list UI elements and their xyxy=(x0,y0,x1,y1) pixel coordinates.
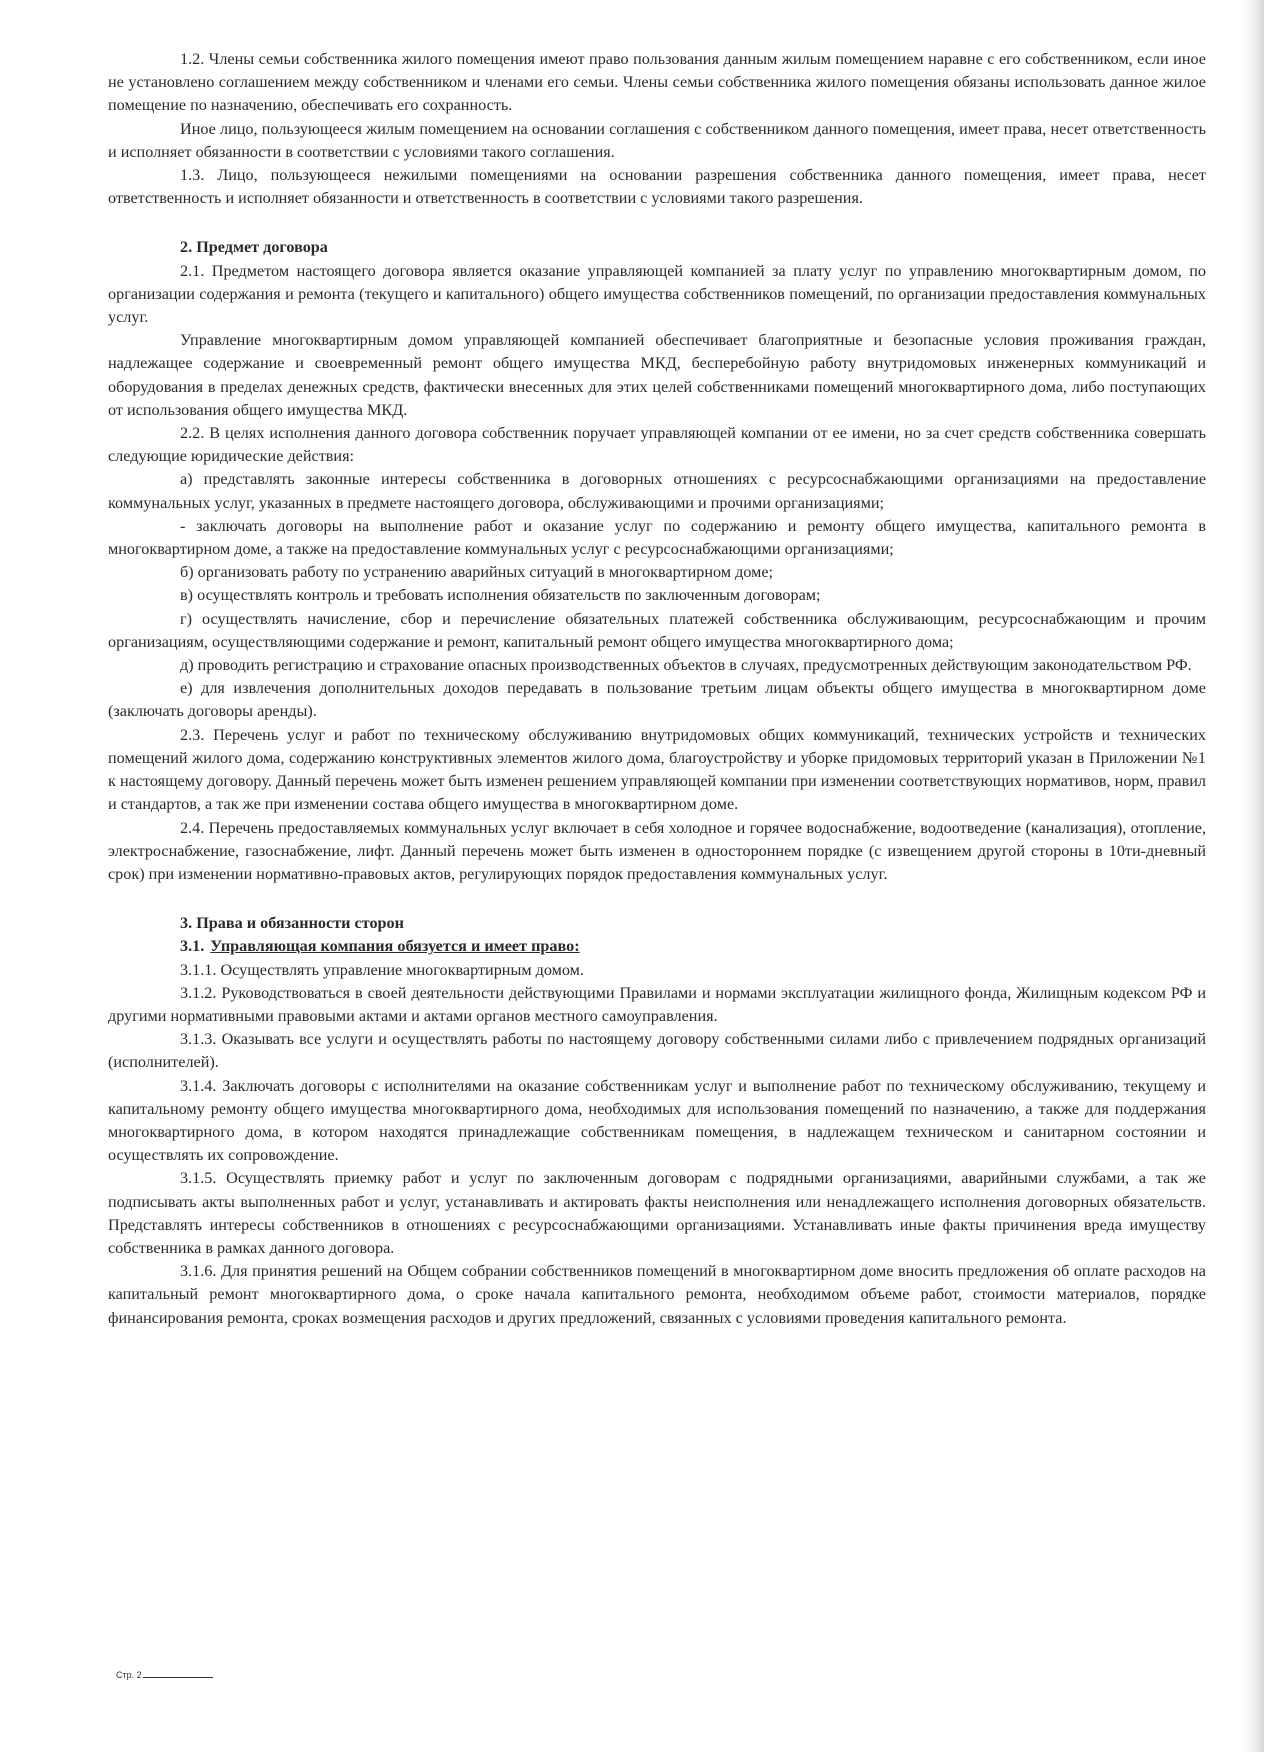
section-3-1-title: Управляющая компания обязуется и имеет право: xyxy=(210,937,580,956)
section-3-1-number: 3.1. xyxy=(180,937,205,956)
paragraph-1-2: 1.2. Члены семьи собственника жилого помещения имеют право пользования данным жилым помещением наравне с его собственником, если иное не установлено соглашением между собственником и членами его семьи. Члены семьи собственника жилого помещения обязаны использовать данное жилое помещение по назначению, обеспечивать его сохранность. xyxy=(108,50,1206,115)
page-number-label: Стр. 2 xyxy=(116,1670,142,1680)
paragraph-other-person: Иное лицо, пользующееся жилым помещением на основании соглашения с собственником данного помещения, имеет права, несет ответственность и исполняет обязанности в соответствии с условиями такого соглашения. xyxy=(108,119,1206,161)
paragraph-3-1-4: 3.1.4. Заключать договоры с исполнителями на оказание собственникам услуг и выполнение работ по техническому обслуживанию, текущему и капитальному ремонту общего имущества многоквартирного дома, необходимых для использования помещений по назначению, а также для поддержания многоквартирного дома, в котором находятся принадлежащие собственникам помещения, в надлежащем техническом и санитарном состоянии и осуществлять их сопровождение. xyxy=(108,1076,1206,1165)
page-number-underline xyxy=(143,1677,213,1678)
page-footer xyxy=(116,1670,213,1680)
spacer xyxy=(108,886,1206,912)
list-item-g: г) осуществлять начисление, сбор и перечисление обязательных платежей собственника обслуживающим, ресурсоснабжающим и прочим организациям, осуществляющими содержание и ремонт, капитальный ремонт общего имущества многоквартирного дома; xyxy=(108,609,1206,651)
section-2-heading: 2. Предмет договора xyxy=(180,238,328,257)
paragraph-2-4: 2.4. Перечень предоставляемых коммунальных услуг включает в себя холодное и горячее водоснабжение, водоотведение (канализация), отопление, электроснабжение, газоснабжение, лифт. Данный перечень может быть изменен в одностороннем порядке (с извещением другой стороны в 10ти-дневный срок) при изменении нормативно-правовых актов, регулирующих порядок предоставления коммунальных услуг. xyxy=(108,818,1206,883)
list-item-dash: - заключать договоры на выполнение работ и оказание услуг по содержанию и ремонту общего имущества, капитального ремонта в многоквартирном доме, а также на предоставление коммунальных услуг с ресурсоснабжающими организациями; xyxy=(108,516,1206,559)
paragraph-3-1-2: 3.1.2. Руководствоваться в своей деятельности действующими Правилами и нормами эксплуатации жилищного фонда, Жилищным кодексом РФ и другими нормативными правовыми актами и актами органов местного самоуправления. xyxy=(108,983,1206,1025)
section-3-1-heading xyxy=(108,935,1206,958)
paragraph-2-2: 2.2. В целях исполнения данного договора собственник поручает управляющей компании от ее имени, но за счет средств собственника совершать следующие юридические действия: xyxy=(108,424,1206,466)
paragraph-3-1-1: 3.1.1. Осуществлять управление многоквартирным домом. xyxy=(180,960,584,979)
scan-edge-shadow xyxy=(1242,0,1264,1752)
paragraph-1-3: 1.3. Лицо, пользующееся нежилыми помещениями на основании разрешения собственника данного помещения, имеет права, несет ответственность и исполняет обязанности и ответственность в соответствии с условиями такого разрешения. xyxy=(108,166,1206,208)
document-page xyxy=(108,48,1206,1330)
paragraph-2-1: 2.1. Предметом настоящего договора является оказание управляющей компанией за плату услуг по управлению многоквартирным домом, по организации содержания и ремонта (текущего и капитального) общего имущества собственников помещений, по организации предоставления коммунальных услуг. xyxy=(108,261,1206,327)
paragraph-2-3: 2.3. Перечень услуг и работ по техническому обслуживанию внутридомовых общих коммуникаций, технических устройств и технических помещений жилого дома, содержанию конструктивных элементов жилого дома, благоустройству и уборке придомовых территорий указан в Приложении №1 к настоящему договору. Данный перечень может быть изменен решением управляющей компании при изменении соответствующих нормативов, норм, правил и стандартов, а так же при изменении состава общего имущества в многоквартирном доме. xyxy=(108,725,1206,814)
paragraph-3-1-5: 3.1.5. Осуществлять приемку работ и услуг по заключенным договорам с подрядными организациями, аварийными службами, а так же подписывать акты выполненных работ и услуг, устанавливать и актировать факты неисполнения или ненадлежащего исполнения договорных обязательств. Представлять интересы собственников в отношениях с ресурсоснабжающими организациями. Устанавливать иные факты причинения вреда имуществу собственника в рамках данного договора. xyxy=(108,1169,1206,1257)
list-item-b: б) организовать работу по устранению аварийных ситуаций в многоквартирном доме; xyxy=(180,563,774,582)
paragraph-management: Управление многоквартирным домом управляющей компанией обеспечивает благоприятные и безопасные условия проживания граждан, надлежащее содержание и своевременный ремонт общего имущества МКД, бесперебойную работу внутридомовых инженерных коммуникаций и оборудования в пределах денежных средств, фактически внесенных для этих целей собственниками помещений многоквартирного дома, либо поступающих от использования общего имущества МКД. xyxy=(108,331,1206,419)
paragraph-3-1-3: 3.1.3. Оказывать все услуги и осуществлять работы по настоящему договору собственными силами либо с привлечением подрядных организаций (исполнителей). xyxy=(108,1030,1206,1072)
list-item-v: в) осуществлять контроль и требовать исполнения обязательств по заключенным договорам; xyxy=(180,586,821,605)
paragraph-3-1-6: 3.1.6. Для принятия решений на Общем собрании собственников помещений в многоквартирном доме вносить предложения об оплате расходов на капитальный ремонт многоквартирного дома, о сроке начала капитального ремонта, необходимом объеме работ, стоимости материалов, порядке финансирования ремонта, сроках возмещения расходов и других предложений, связанных с условиями проведения капитального ремонта. xyxy=(108,1262,1206,1327)
spacer xyxy=(108,210,1206,236)
section-3-heading: 3. Права и обязанности сторон xyxy=(180,914,404,933)
list-item-a: а) представлять законные интересы собственника в договорных отношениях с ресурсоснабжающими организациями на предоставление коммунальных услуг, указанных в предмете настоящего договора, обслуживающими и прочими организациями; xyxy=(108,470,1206,512)
list-item-d: д) проводить регистрацию и страхование опасных производственных объектов в случаях, предусмотренных действующим законодательством РФ. xyxy=(180,656,1192,675)
list-item-e: е) для извлечения дополнительных доходов передавать в пользование третьим лицам объекты общего имущества в многоквартирном доме (заключать договоры аренды). xyxy=(108,679,1206,721)
